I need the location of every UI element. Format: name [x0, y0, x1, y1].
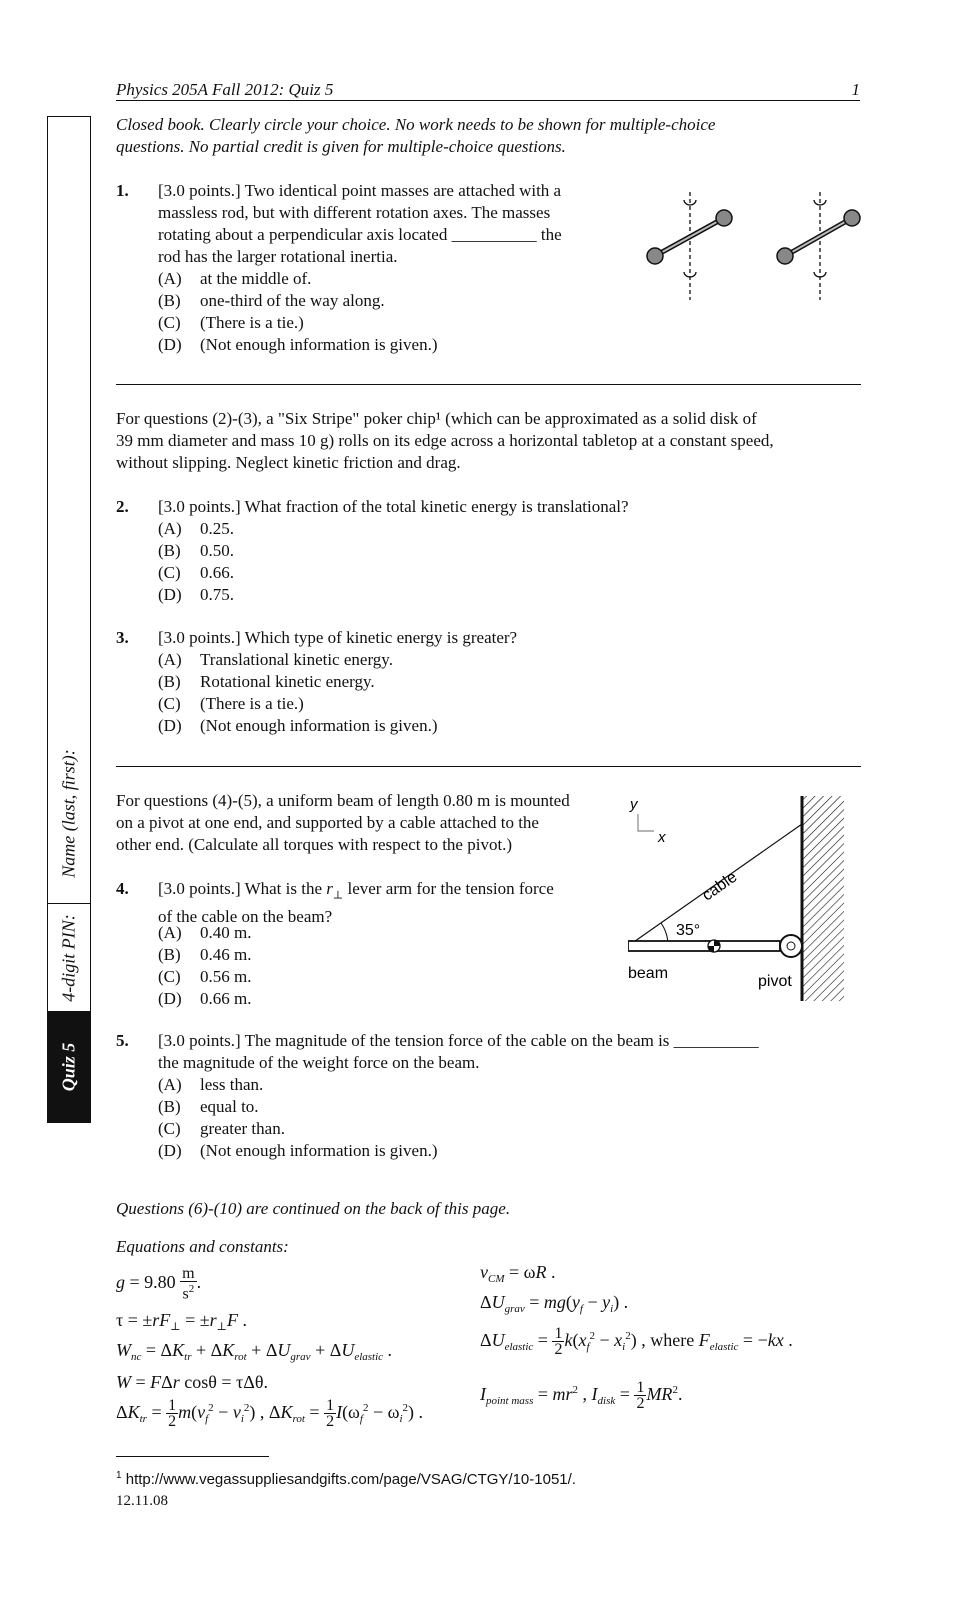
q4-number: 4. [116, 879, 129, 898]
equations-title: Equations and constants: [116, 1237, 289, 1256]
name-label: Name (last, first): [58, 749, 79, 878]
footnote-url[interactable]: http://www.vegassuppliesandgifts.com/page/VSAG/CTGY/10-1051/. [125, 1471, 576, 1488]
q4-option-b[interactable]: (B) 0.46 m. [158, 945, 252, 964]
q2-option-a[interactable]: (A) 0.25. [158, 519, 234, 538]
y-axis-label: y [630, 796, 638, 813]
q5-stem: [3.0 points.] The magnitude of the tension force of the cable on the beam is __________ the magnitude of the weight force on the beam. [158, 1031, 759, 1072]
eq-elastic-potential: $\Delta U_{elastic}$ = $\frac{1}{2}$ $k(x_f^2 - x_i^2)$ , where $F_{elastic} = -kx$ . [480, 1325, 793, 1359]
q4-options [158, 922, 251, 1010]
pivot-label: pivot [758, 973, 792, 990]
q5-option-b[interactable]: (B) equal to. [158, 1097, 259, 1116]
header-title: Physics 205A Fall 2012: Quiz 5 [116, 80, 334, 99]
rod-axis-middle-diagram [647, 192, 732, 300]
q1-options [158, 268, 438, 356]
eq-gravity: g = 9.80 $\frac{m}{s^2}$ . [116, 1265, 202, 1303]
center-of-mass-icon [708, 940, 720, 952]
q3-option-c[interactable]: (C) (There is a tie.) [158, 694, 304, 713]
q5-options [158, 1074, 438, 1162]
q1-option-d[interactable]: (D) (Not enough information is given.) [158, 335, 438, 354]
q2-option-b[interactable]: (B) 0.50. [158, 541, 234, 560]
eq-torque: $\tau = \pm rF_\perp = \pm r_\perp F$ . [116, 1310, 248, 1333]
q4-stem: [3.0 points.] What is the $r_\perp$ lever arm for the tension force of the cable on the beam? [158, 879, 554, 927]
page-number: 1 [851, 80, 860, 99]
continued-note: Questions (6)-(10) are continued on the back of this page. [116, 1199, 511, 1218]
q2-stem: [3.0 points.] What fraction of the total kinetic energy is translational? [158, 497, 629, 516]
q3-stem: [3.0 points.] Which type of kinetic energy is greater? [158, 628, 518, 647]
q5-option-c[interactable]: (C) greater than. [158, 1119, 285, 1138]
wall-hatch [802, 796, 844, 1001]
beam-label: beam [628, 965, 669, 982]
q1-stem: [3.0 points.] Two identical point masses are attached with a massless rod, but with different rotation axes. The masses rotating about a perpendicular axis located __________ the rod has the larger rotational inertia. [158, 181, 562, 266]
instructions: Closed book. Clearly circle your choice. No work needs to be shown for multiple-choice questions. No partial credit is given for multiple-choice questions. [116, 115, 716, 156]
beam-rect [628, 941, 780, 951]
quiz-label-box [47, 1011, 91, 1123]
q4-option-d[interactable]: (D) 0.66 m. [158, 989, 252, 1008]
q3-option-a[interactable]: (A) Translational kinetic energy. [158, 650, 393, 669]
eq-rolling: $v_{CM} = \omega R$ . [480, 1262, 556, 1285]
axes-icon [638, 814, 654, 831]
document-date: 12.11.08 [116, 1493, 168, 1509]
beam-cable-figure [628, 796, 868, 1016]
q1-option-b[interactable]: (B) one-third of the way along. [158, 291, 385, 310]
q1-option-c[interactable]: (C) (There is a tie.) [158, 313, 304, 332]
q1-option-a[interactable]: (A) at the middle of. [158, 269, 312, 288]
eq-rotational-inertia: $I_{point mass} = mr^2$ , $I_{disk}$ = $\frac{1}{2}$ $MR^2$. [480, 1379, 683, 1413]
q3-number: 3. [116, 628, 129, 647]
eq-nonconservative-work: $W_{nc} = \Delta K_{tr} + \Delta K_{rot} + \Delta U_{grav} + \Delta U_{elastic}$ . [116, 1340, 393, 1363]
q5-option-d[interactable]: (D) (Not enough information is given.) [158, 1141, 438, 1160]
x-axis-label: x [658, 829, 666, 846]
intro-q4-q5: For questions (4)-(5), a uniform beam of length 0.80 m is mounted on a pivot at one end, and supported by a cable attached to the other end. (Calculate all torques with respect to the pivot.) [116, 791, 570, 854]
pin-field-box[interactable] [47, 903, 91, 1012]
q3-option-b[interactable]: (B) Rotational kinetic energy. [158, 672, 375, 691]
footnote-rule [116, 1456, 269, 1457]
q2-number: 2. [116, 497, 129, 516]
page-header [116, 80, 860, 101]
intro-q2-q3: For questions (2)-(3), a "Six Stripe" poker chip¹ (which can be approximated as a solid disk of 39 mm diameter and mass 10 g) rolls on its edge across a horizontal tabletop at a constant speed, without slipping. Neglect kinetic friction and drag. [116, 409, 774, 472]
pin-label: 4-digit PIN: [58, 914, 79, 1002]
cable-label: cable [699, 868, 741, 905]
eq-work: W = FΔr cosθ = τΔθ. [116, 1372, 268, 1392]
q3-options [158, 649, 438, 737]
section-divider-1 [116, 384, 861, 385]
rod-axis-third-diagram [777, 192, 860, 300]
section-divider-2 [116, 766, 861, 767]
name-field-box[interactable] [47, 116, 91, 904]
footnote: $^1$ http://www.vegassuppliesandgifts.com/page/VSAG/CTGY/10-1051/. [116, 1470, 576, 1488]
eq-kinetic-energy: $\Delta K_{tr}$ = $\frac{1}{2}$ $m(v_f^2 - v_i^2)$ , $\Delta K_{rot}$ = $\frac{1}{2}$ $I(\omega_f^2 - \omega_i^2)$ . [116, 1397, 424, 1431]
q2-option-c[interactable]: (C) 0.66. [158, 563, 234, 582]
angle-label: 35° [676, 922, 701, 939]
q5-option-a[interactable]: (A) less than. [158, 1075, 264, 1094]
q3-option-d[interactable]: (D) (Not enough information is given.) [158, 716, 438, 735]
q4-option-a[interactable]: (A) 0.40 m. [158, 923, 252, 942]
q1-rotation-figure [640, 186, 872, 306]
quiz-label: Quiz 5 [58, 1042, 79, 1092]
q2-options [158, 518, 234, 606]
q2-option-d[interactable]: (D) 0.75. [158, 585, 234, 604]
q5-number: 5. [116, 1031, 129, 1050]
q1-number: 1. [116, 181, 129, 200]
q4-option-c[interactable]: (C) 0.56 m. [158, 967, 252, 986]
eq-grav-potential: $\Delta U_{grav} = mg(y_f - y_i)$ . [480, 1292, 629, 1315]
